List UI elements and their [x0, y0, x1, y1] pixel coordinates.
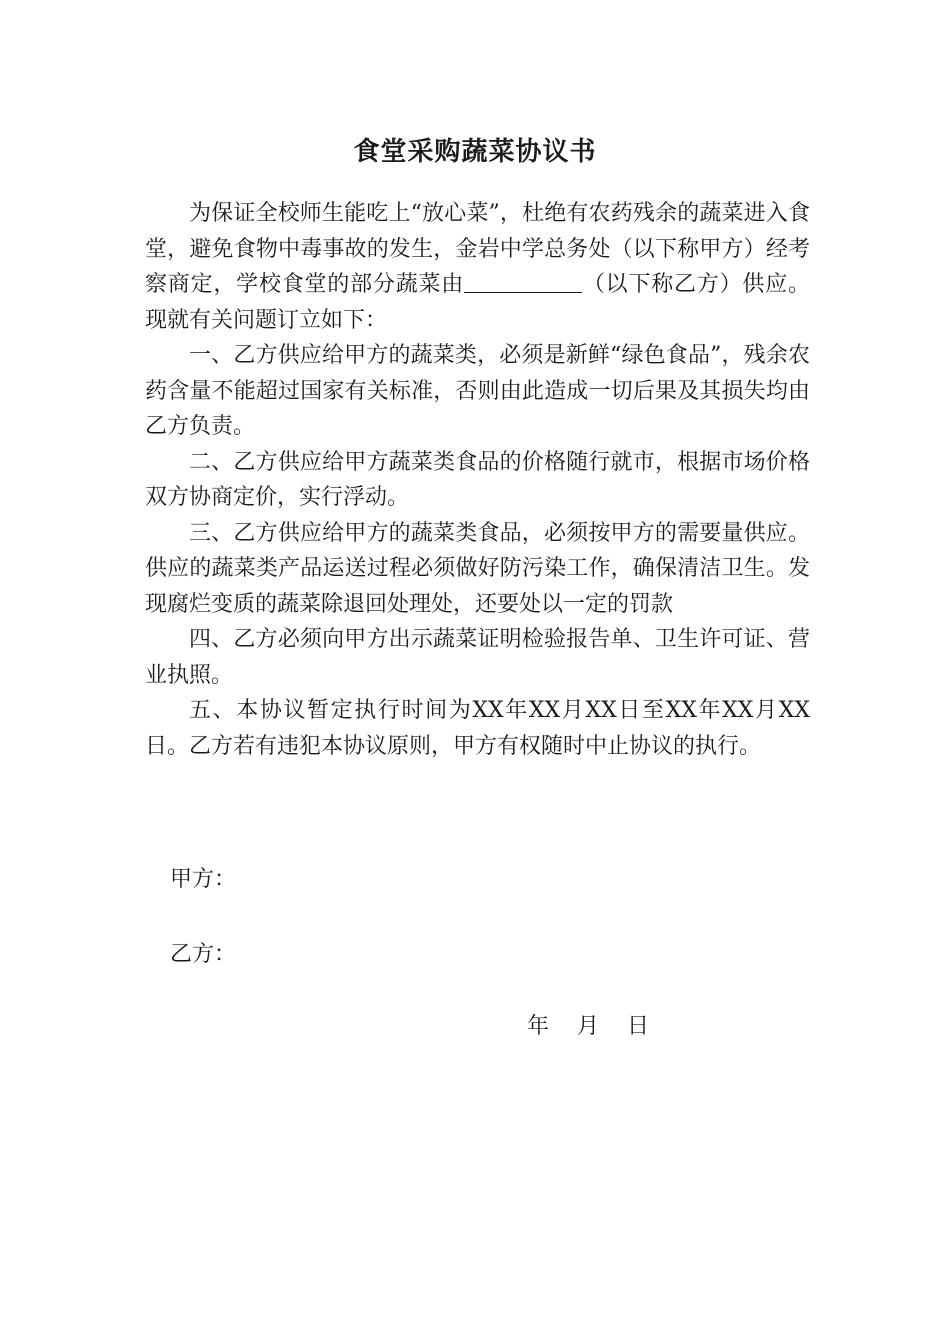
signature-date-line: 年 月 日 [527, 1014, 649, 1039]
party-a-signature-label: 甲方： [170, 867, 237, 892]
document-title: 食堂采购蔬菜协议书 [353, 137, 597, 167]
clause-2: 二、乙方供应给甲方蔬菜类食品的价格随行就市，根据市场价格双方协商定价，实行浮动。 [145, 449, 810, 510]
agreement-body [145, 196, 810, 764]
intro-paragraph [145, 196, 810, 338]
intro-text-part1: 为保证全校师生能吃上“放心菜”，杜绝有农药残余的蔬菜进入食堂，避免食物中毒事故的发生，金岩中学总务处（以下称甲方）经考察商定，学校食堂的部分蔬菜由 [145, 201, 810, 297]
intro-text-part2: （以下称乙方）供应。现就有关问题订立如下： [145, 272, 810, 333]
clause-5: 五、本协议暂定执行时间为XX年XX月XX日至XX年XX月XX日。乙方若有违犯本协议原则，甲方有权随时中止协议的执行。 [145, 698, 810, 759]
clause-4: 四、乙方必须向甲方出示蔬菜证明检验报告单、卫生许可证、营业执照。 [145, 627, 810, 688]
supplier-name-blank [464, 270, 582, 293]
clause-3: 三、乙方供应给甲方的蔬菜类食品，必须按甲方的需要量供应。供应的蔬菜类产品运送过程必须做好防污染工作，确保清洁卫生。发现腐烂变质的蔬菜除退回处理处，还要处以一定的罚款 [145, 520, 810, 617]
party-b-signature-label: 乙方： [170, 942, 237, 967]
clause-1: 一、乙方供应给甲方的蔬菜类，必须是新鲜“绿色食品”，残余农药含量不能超过国家有关标准，否则由此造成一切后果及其损失均由乙方负责。 [145, 343, 810, 439]
